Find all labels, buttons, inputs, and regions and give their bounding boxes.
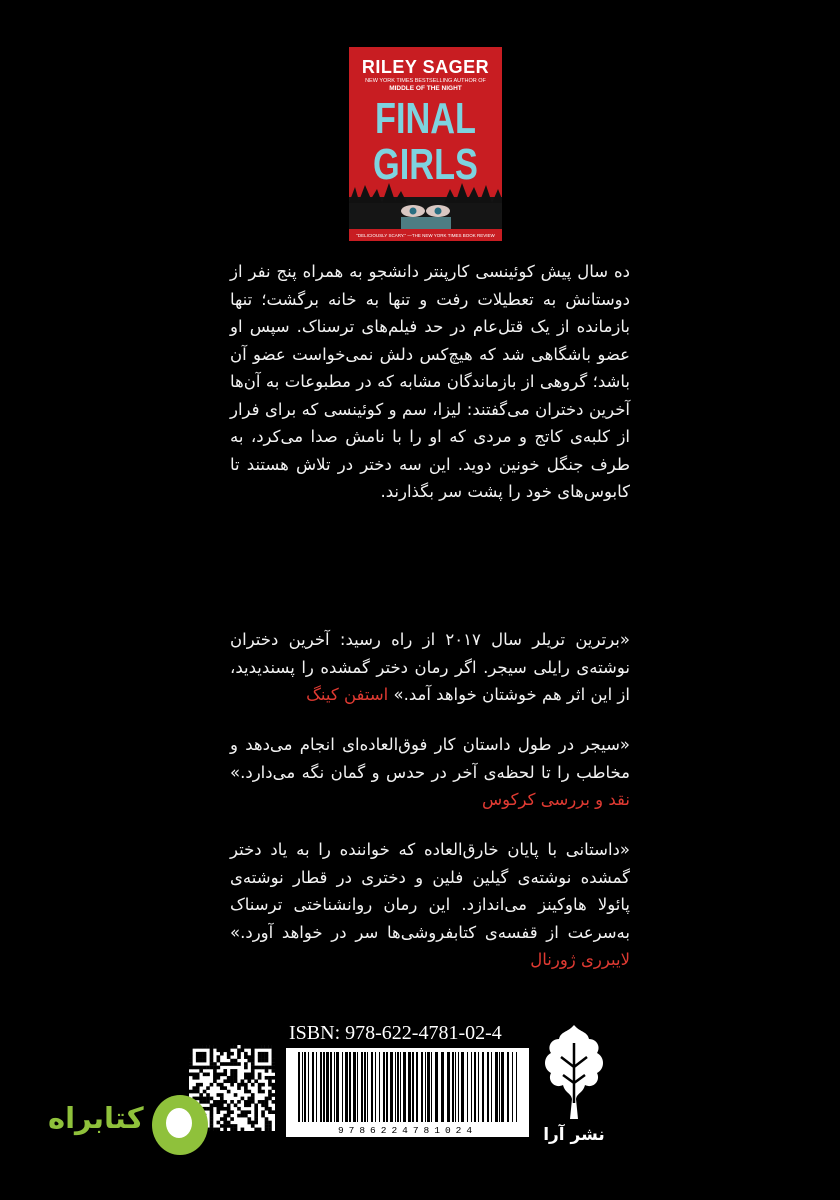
review-text: «سیجر در طول داستان کار فوق‌العاده‌ای انجام می‌دهد و مخاطب را تا لحظه‌ی آخر در حدس و گمان نگه می‌دارد.» — [230, 735, 630, 782]
store-logo-badge — [152, 1095, 208, 1155]
tree-icon — [537, 1023, 611, 1121]
review-3 — [230, 836, 630, 974]
review-text: «داستانی با پایان خارق‌العاده که خواننده را به یاد دختر گمشده نوشته‌ی گیلین فلین و دختری در قطار نوشته‌ی پائولا هاوکینز می‌اندازد. این رمان روانشناختی ترسناک به‌سرعت از قفسه‌ی کتابفروشی‌ها سر در خواهد آورد.» — [230, 840, 630, 942]
cover-tagline-line1: NEW YORK TIMES BESTSELLING AUTHOR OF — [365, 78, 486, 84]
publisher-name: نشر آرا — [543, 1125, 605, 1145]
store-logo-text: کتابراه — [48, 1101, 144, 1135]
store-logo-icon — [40, 1095, 212, 1161]
barcode-number: 9786224781024 — [286, 1124, 529, 1137]
publisher-logo — [537, 1023, 611, 1145]
cover-tagline-line2: MIDDLE OF THE NIGHT — [389, 85, 462, 92]
book-description: ده سال پیش کوئینسی کارپنتر دانشجو به همراه پنج نفر از دوستانش به تعطیلات رفت و تنها به خانه برگشت؛ تنها بازمانده از یک قتل‌عام در حد فیلم‌های ترسناک. سپس او عضو باشگاهی شد که هیچ‌کس دلش نمی‌خواست عضو آن باشد؛ گروهی از بازماندگان مشابه که در مطبوعات به آن‌ها آخرین دختران می‌گفتند: لیزا، سم و کوئینسی که برای فرار از کلبه‌ی کاتج و مردی که او را با نامش صدا می‌کرد، به طرف جنگل خونین دوید. این سه دختر در تلاش هستند تا کابوس‌های خود را پشت سر بگذارند. — [230, 262, 630, 501]
book-cover — [349, 47, 502, 241]
cover-tagline — [349, 78, 502, 92]
cover-forest-illustration — [349, 183, 502, 229]
review-source: لایبرری ژورنال — [530, 950, 630, 969]
review-source: استفن کینگ — [306, 685, 389, 704]
review-1 — [230, 626, 630, 709]
cover-title-line1: FINAL — [374, 94, 477, 143]
isbn-label: ISBN: 978-622-4781-02-4 — [289, 1022, 502, 1044]
cover-blurb: "DELICIOUSLY SCARY." —THE NEW YORK TIMES BOOK REVIEW — [356, 233, 495, 238]
cover-title-line2: GIRLS — [373, 140, 478, 189]
review-text: «برترین تریلر سال ۲۰۱۷ از راه رسید: آخرین دختران نوشته‌ی رایلی سیجر. اگر رمان دختر گمشده را پسندیدید، از این اثر هم خوشتان خواهد آمد.» — [230, 630, 630, 704]
review-2 — [230, 731, 630, 814]
barcode-icon — [286, 1048, 529, 1137]
cover-author: RILEY SAGER — [361, 57, 490, 77]
review-source: نقد و بررسی کرکوس — [481, 790, 630, 809]
